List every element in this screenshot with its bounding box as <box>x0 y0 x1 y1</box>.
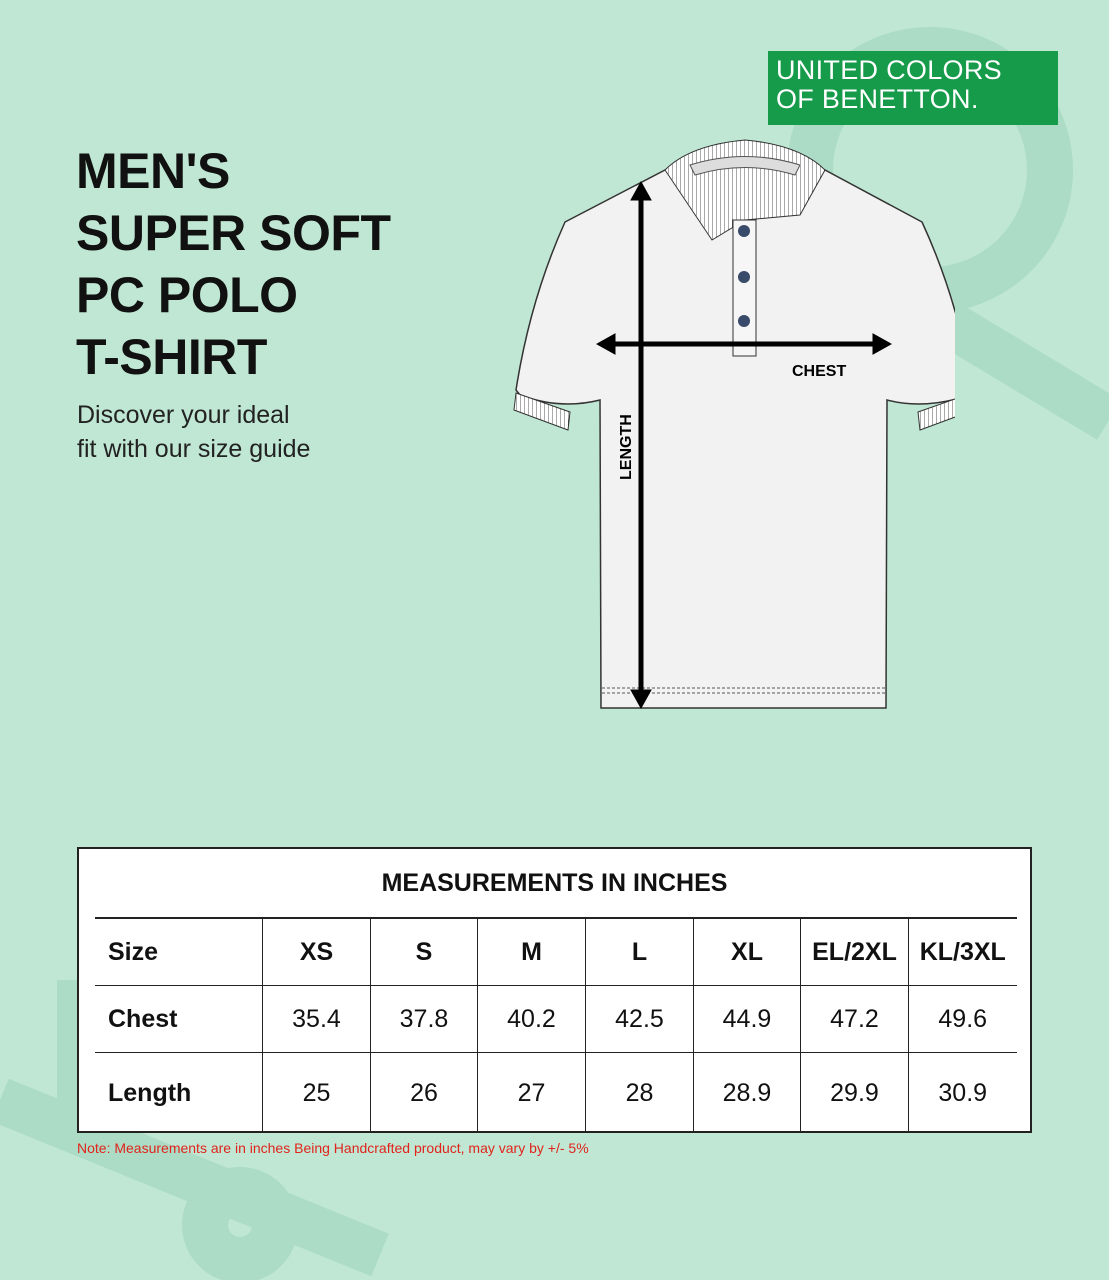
table-header-row <box>95 918 1017 986</box>
cell: 25 <box>263 1053 371 1134</box>
row-label: Length <box>95 1053 263 1134</box>
logo-line: UNITED COLORS <box>776 55 1002 85</box>
length-label: LENGTH <box>618 414 635 480</box>
header-cell: XS <box>263 918 371 986</box>
table-row-length <box>95 1053 1017 1134</box>
title-line: PC POLO <box>76 267 298 323</box>
header-cell: Size <box>95 918 263 986</box>
cell: 44.9 <box>694 986 801 1053</box>
cell: 28.9 <box>694 1053 801 1134</box>
header-cell: M <box>478 918 586 986</box>
table-row-chest <box>95 986 1017 1053</box>
header-cell: EL/2XL <box>801 918 909 986</box>
size-chart-table <box>77 847 1032 1133</box>
title-line: T-SHIRT <box>76 329 267 385</box>
header-cell: S <box>371 918 478 986</box>
logo-line: OF BENETTON. <box>776 84 979 114</box>
header-cell: L <box>586 918 694 986</box>
cell: 29.9 <box>801 1053 909 1134</box>
cell: 28 <box>586 1053 694 1134</box>
cell: 49.6 <box>909 986 1017 1053</box>
subtitle <box>77 398 310 466</box>
header-cell: XL <box>694 918 801 986</box>
cell: 27 <box>478 1053 586 1134</box>
subtitle-line: Discover your ideal <box>77 401 290 429</box>
cell: 30.9 <box>909 1053 1017 1134</box>
cell: 47.2 <box>801 986 909 1053</box>
brand-logo <box>768 51 1058 125</box>
title-line: MEN'S <box>76 143 230 199</box>
page-title <box>76 140 390 388</box>
cell: 26 <box>371 1053 478 1134</box>
cell: 42.5 <box>586 986 694 1053</box>
cell: 35.4 <box>263 986 371 1053</box>
cell: 37.8 <box>371 986 478 1053</box>
polo-shirt-diagram <box>505 130 955 720</box>
title-line: SUPER SOFT <box>76 205 391 261</box>
row-label: Chest <box>95 986 263 1053</box>
measurement-note: Note: Measurements are in inches Being Handcrafted product, may vary by +/- 5% <box>77 1140 589 1156</box>
header-cell: KL/3XL <box>909 918 1017 986</box>
cell: 40.2 <box>478 986 586 1053</box>
table-title: MEASUREMENTS IN INCHES <box>381 869 728 897</box>
subtitle-line: fit with our size guide <box>77 435 311 463</box>
chest-label: CHEST <box>792 363 847 380</box>
